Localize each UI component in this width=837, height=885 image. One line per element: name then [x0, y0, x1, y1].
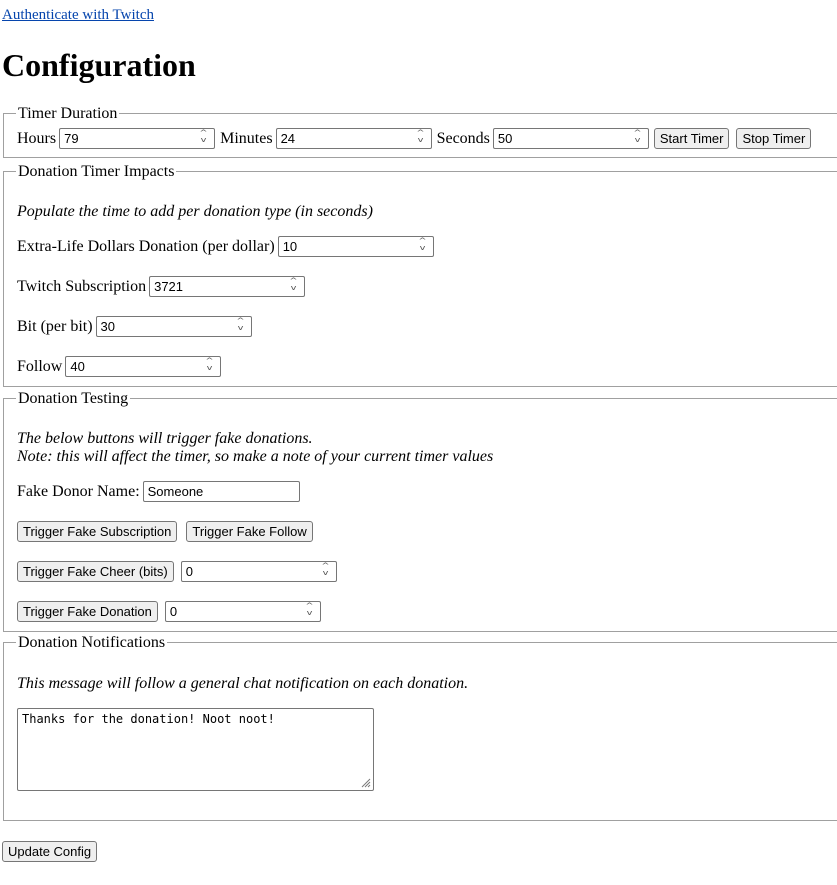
notifications-description: This message will follow a general chat notification on each donation. — [17, 675, 469, 692]
testing-description-line1: The below buttons will trigger fake donations. — [17, 430, 313, 447]
extralife-value: 10 — [282, 239, 298, 254]
spin-arrows-icon[interactable]: ^ v — [199, 129, 208, 144]
donation-impacts-fieldset — [3, 163, 837, 387]
start-timer-button[interactable]: Start Timer — [654, 128, 730, 149]
notification-message-textarea[interactable] — [17, 708, 374, 791]
trigger-fake-cheer-button[interactable]: Trigger Fake Cheer (bits) — [17, 561, 174, 582]
donation-impacts-legend: Donation Timer Impacts — [18, 163, 175, 180]
impacts-description: Populate the time to add per donation type (in seconds) — [17, 203, 373, 220]
bit-value: 30 — [100, 319, 116, 334]
donation-testing-fieldset — [3, 390, 837, 632]
timer-duration-legend: Timer Duration — [18, 105, 118, 122]
minutes-input[interactable] — [276, 128, 432, 149]
minutes-label: Minutes — [220, 129, 273, 147]
hours-label: Hours — [17, 129, 57, 147]
hours-input[interactable] — [59, 128, 215, 149]
subscription-value: 3721 — [154, 279, 184, 294]
trigger-fake-follow-button[interactable]: Trigger Fake Follow — [186, 521, 312, 542]
spin-arrows-icon[interactable]: ^ v — [235, 317, 245, 332]
twitch-auth-link[interactable]: Authenticate with Twitch — [2, 7, 154, 23]
spin-arrows-icon[interactable]: ^ v — [415, 129, 425, 144]
bit-label: Bit (per bit) — [17, 317, 93, 335]
timer-duration-fieldset — [3, 105, 837, 158]
follow-value: 40 — [70, 359, 85, 374]
seconds-input[interactable] — [493, 128, 649, 149]
extralife-input[interactable] — [278, 236, 434, 257]
page-title: Configuration — [2, 47, 196, 83]
testing-description-line2: Note: this will affect the timer, so make a note of your current timer values — [17, 448, 494, 465]
update-config-button[interactable]: Update Config — [2, 841, 97, 862]
spin-arrows-icon[interactable]: ^ v — [289, 277, 298, 292]
minutes-value: 24 — [280, 131, 296, 146]
resize-grip-icon[interactable] — [359, 776, 371, 788]
donation-amount-value: 0 — [169, 604, 178, 619]
spin-arrows-icon[interactable]: ^ v — [418, 237, 427, 252]
spin-arrows-icon[interactable]: ^ v — [305, 602, 314, 617]
spin-arrows-icon[interactable]: ^ v — [321, 562, 330, 577]
spin-arrows-icon[interactable]: ^ v — [633, 129, 642, 144]
seconds-label: Seconds — [436, 129, 490, 147]
subscription-label: Twitch Subscription — [17, 277, 147, 295]
donation-testing-legend: Donation Testing — [18, 390, 129, 407]
follow-label: Follow — [17, 357, 63, 375]
donor-name-value: Someone — [147, 484, 204, 499]
bit-input[interactable] — [96, 316, 252, 337]
donor-name-label: Fake Donor Name: — [17, 482, 140, 500]
trigger-fake-subscription-button[interactable]: Trigger Fake Subscription — [17, 521, 177, 542]
extralife-label: Extra-Life Dollars Donation (per dollar) — [17, 237, 275, 255]
cheer-bits-value: 0 — [185, 564, 193, 579]
donation-amount-input[interactable] — [165, 601, 321, 622]
stop-timer-button[interactable]: Stop Timer — [736, 128, 811, 149]
donor-name-input[interactable] — [143, 481, 300, 502]
notification-message-value: Thanks for the donation! Noot noot! — [22, 712, 275, 726]
follow-input[interactable] — [65, 356, 221, 377]
donation-notifications-fieldset — [3, 634, 837, 821]
spin-arrows-icon[interactable]: ^ v — [205, 357, 214, 372]
seconds-value: 50 — [497, 131, 513, 146]
subscription-input[interactable] — [149, 276, 305, 297]
hours-value: 79 — [64, 131, 79, 146]
donation-notifications-legend: Donation Notifications — [18, 634, 166, 651]
cheer-bits-input[interactable] — [181, 561, 337, 582]
trigger-fake-donation-button[interactable]: Trigger Fake Donation — [17, 601, 158, 622]
